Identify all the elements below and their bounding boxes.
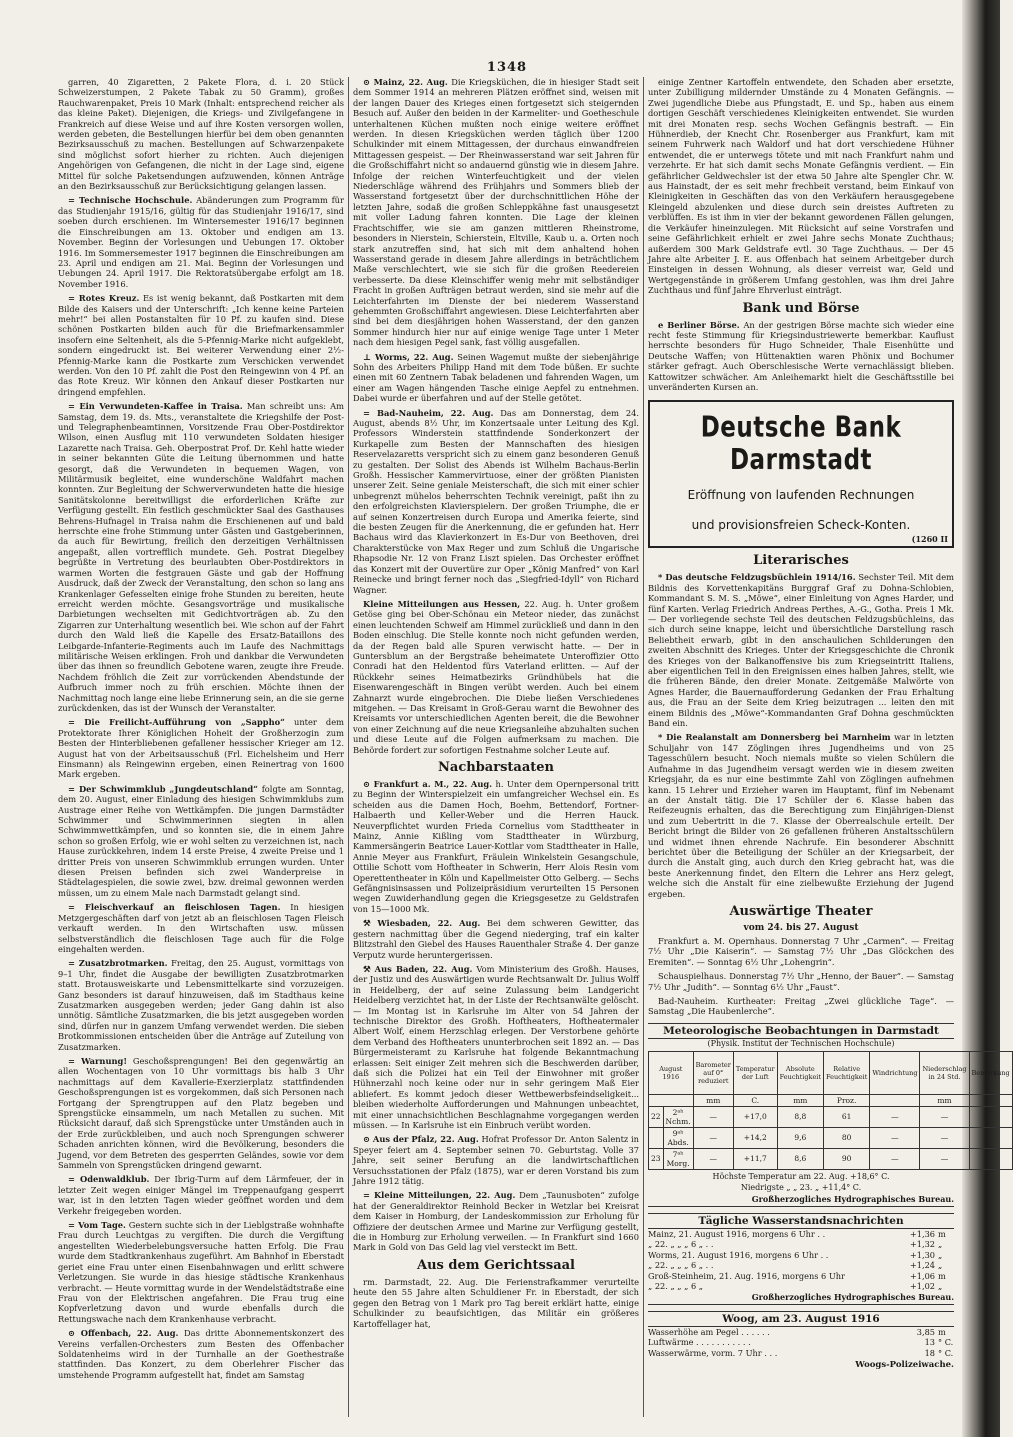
article (353, 779, 639, 914)
weather-cell: 9ᵃʰ Abds. (663, 1127, 693, 1148)
level-row (648, 1337, 954, 1348)
article-body: Das am Donnerstag, dem 24. August, abends 8½ Uhr, im Konzertsaale unter Leitung des Kgl. Professors Winderstein stattfindende Sonderkonzert der Kurkapelle zum Besten der Mannschaften des hiesigen Reservelazaretts verspricht sich zu einem ganz besonderen Genuß zu gestalten. Der Solist des Abends ist Wilhelm Bachaus-Berlin Großh. Hessischer Kammervirtuose, einer der größten Pianisten unserer Zeit. Seine geniale Meisterschaft, die sich mit einer schier unbegrenzt mühelos beherrschten Technik vereinigt, paßt ihn zu den erfolgreichsten Klavierspielern. Der großen Triumphe, die er auf seinen Konzertreisen durch Europa und Amerika feierte, sind die besten Zeugen für die Anerkennung, die er gefunden hat. Herr Bachaus wird das Klavierkonzert in Es-Dur von Beethoven, drei Charakterstücke von Max Reger und zum Schluß die Ungarische Rhapsodie Nr. 12 von Franz Liszt spielen. Das Orchester eröffnet das Konzert mit der Ouvertüre zur Oper „König Manfred“ von Karl Reinecke und bringt ferner noch das „Siegfried-Idyll“ von Richard Wagner. (353, 407, 640, 595)
level-row (648, 1250, 954, 1261)
ad-bank-name: Deutsche Bank Darmstadt (700, 411, 902, 477)
article (58, 195, 344, 289)
article-lead: = Technische Hochschule. (68, 195, 193, 206)
weather-col-month: August 1916 (649, 1051, 694, 1094)
article-lead: e Berliner Börse. (658, 319, 740, 330)
article (353, 1134, 639, 1186)
newspaper-page (58, 60, 1010, 1420)
level-row (648, 1229, 954, 1240)
level-row (648, 1239, 954, 1250)
bank-advertisement (648, 400, 954, 548)
level-row (648, 1260, 954, 1271)
binding-shadow (962, 0, 1000, 1437)
article-lead: = Die Freilicht-Aufführung von „Sappho“ (68, 717, 285, 728)
level-unit: „ (938, 1239, 943, 1250)
ad-line: Eröffnung von laufenden Rechnungen (687, 488, 915, 503)
theater-listing: Frankfurt a. M. Opernhaus. Donnerstag 7 Uhr „Carmen“. — Freitag 7½ Uhr „Die Kaiserin“. — Samstag 7½ Uhr „Das Glöckchen des Eremiten“. — Sonntag 6½ Uhr „Lohengrin“. (648, 935, 954, 967)
weather-unit: Proz. (823, 1094, 869, 1106)
weather-cell: 90 (823, 1148, 869, 1169)
article-body: folgte am Sonntag, dem 20. August, einer Einladung des hiesigen Schwimmklubs zum Austrage einer Reihe von Wettkämpfen. Die jungen Darmstädter Schwimmer und Schwimmerinnen siegten in allen Schwimmwettkämpfen, und so konnten sie, die in einem Jahre schon so großen Erfolg, wie er wohl selten zu verzeichnen ist, nach Hause zurückkehren, indem 14 erste Preise, 4 zweite Preise und 1 dritter Preis von unseren Schwimmklub errungen wurden. Unter diesen Preisen befinden sich zwei Wanderpreise in Städtelagespielen, die sowie zwei, bzw. dreimal gewonnen werden müssen, um zu einem Male nach Darmstadt gelangt sind. (58, 783, 344, 898)
article-lead: = Odenwaldklub. (68, 1174, 150, 1185)
article-body: Seinen Wagemut mußte der siebenjährige Sohn des Arbeiters Philipp Hand mit dem Tode büßen. Er suchte einen mit 60 Zentnern Tabak beladenen und fahrenden Wagen, um einer am Wagen hängenden Tasche einige Aepfel zu entnehmen. Dabei wurde er überfahren und auf der Stelle getötet. (353, 351, 640, 404)
weather-table (648, 1051, 1013, 1170)
column-rule (348, 77, 349, 1417)
article-body: Vom Ministerium des Großh. Hauses, der Justiz und des Auswärtigen wurde Rechtsanwalt Dr. Julius Wolff in Heidelberg, der auf seine Zulassung beim Landgericht Heidelberg verzichtet hat, in der Liste der Rechtsanwälte gelöscht. — Im Montag ist in Karlsruhe im Alter von 54 Jahren der technische Direktor des Großh. Hoftheaters, Hoftheatermaler Albert Wolf, einem Herzschlag erlegen. Der Verstorbene gehörte dem Verband des Hoftheaters ununterbrochen seit 1892 an. — Das Bürgermeisteramt zu Karlsruhe hat folgende Bekanntmachung erlassen: Seit einiger Zeit mehren sich die Beschwerden darüber, daß sich die Polizei hat ein Teil der Einwohner mit großer Hühnerzahl noch keine oder nur in sehr geringem Maß Eier abliefert. Es kommt jedoch dieser Wettbewerbsfeindseligkeit... bleiben wiederholte Aufforderungen und Mahnungen unbeachtet, mit einer unnachsichtlichen Beschlagnahme vorgegangen werden müssen. — In Karlsruhe ist ein Einbruch verübt worden. (353, 963, 639, 1130)
level-value: +1,02 (909, 1281, 935, 1292)
section-heading: Nachbarstaaten (438, 760, 554, 775)
level-label: Groß-Steinheim, 21. Aug. 1916, morgens 6 Uhr (648, 1270, 845, 1281)
weather-cell: 7ᵃʰ Morg. (663, 1148, 693, 1169)
weather-cell: — (693, 1127, 733, 1148)
article-lead: Kleine Mitteilungen aus Hessen, (363, 598, 521, 609)
weather-cell: 61 (823, 1106, 869, 1127)
water-level-list (648, 1229, 954, 1292)
weather-cell (969, 1106, 1012, 1127)
weather-cell: +17,0 (733, 1106, 777, 1127)
article (353, 1190, 639, 1252)
article-lead: ⊙ Offenbach, 22. Aug. (68, 1328, 179, 1339)
article-body: Dem „Taunusboten“ zufolge hat der Generaldirektor Reinhold Becker in Wetzlar bei Kreisrat dem Kaiser in Homburg, der Landeskommission zur Erholung für Offiziere der deutschen Armee und Marine zur Verfügung gestellt, die in Homburg zur Erholung verweilen. — In Frankfurt sind 1660 Mark in Gold von Das Geld lag viel versteckt im Bett. (353, 1190, 639, 1253)
water-level-heading: Tägliche Wasserstandsnachrichten (648, 1213, 954, 1229)
article (58, 1220, 344, 1324)
article-lead: = Rotes Kreuz. (68, 293, 140, 304)
weather-cell: — (920, 1127, 969, 1148)
article-body: Das dritte Abonnementskonzert des Vereins verfallen-Orchesters zum Besten des Offenbacher Soldatenheims wird in der Turnhalle an der Goethestraße stattfinden. Das Konzert, zu dem Oberlehrer Fischer das umstehende Programm aufgestellt hat, findet am Samstag (58, 1328, 344, 1380)
article (353, 599, 639, 755)
level-label: Luftwärme . . . . . . . . . . . (648, 1337, 751, 1348)
weather-cell: — (693, 1106, 733, 1127)
article-lead: = Vom Tage. (68, 1220, 126, 1231)
weather-unit: C. (733, 1094, 777, 1106)
page-number: 1348 (486, 60, 528, 75)
weather-cell: 22 (649, 1106, 664, 1127)
article (58, 1174, 344, 1216)
weather-unit: mm (777, 1094, 823, 1106)
weather-cell: 23 (649, 1148, 664, 1169)
article (648, 572, 954, 728)
section-heading: Literarisches (753, 553, 849, 569)
article-lead: = Zusatzbrotmarken. (68, 958, 168, 969)
article-body: h. Unter dem Opernpersonal tritt zu Beginn der Winterspielzeit ein umfangreicher Wechsel ein. Es scheiden aus die Damen Hoch, Boehm, Bettendorf, Fortner-Halbaerth und Keller-Weber und die Herren Hauck. Neuverpflichtet wurden Frieda Cornelius vom Stadttheater in Mainz, Annie Kißling vom Stadttheater in Würzburg, Kammersängerin Beatrice Lauer-Kottlar vom Stadttheater in Halle, Annie Meyer aus Frankfurt, Fräulein Winkelstein Gesangschule, Ottilie Schott vom Hoftheater in Schwerin, Herr Alois Resin vom Operettentheater in Köln und Kapellmeister Otto Gelberg. — Sechs Gefängnisinsassen und Polizeipräsidium verurteilten 15 Personen wegen Zuwiderhandlung gegen die Kriegsgesetze zu Geldstrafen von 15—1000 Mk. (353, 779, 640, 914)
article-text: garren, 40 Zigaretten, 2 Pakete Flora, d. i. 20 Stück Schweizerstumpen, 2 Pakete Tabak zu 50 Gramm), großes Rauchwarenpaket, Preis 10 Mark (Inhalt: entsprechend reicher als das kleine Paket). Diejenigen, die Kriegs- und Zivilgefangene in Frankreich auf diese Weise und auf ihre Kosten versorgen wollen, werden gebeten, die Bestellungen hierfür bei dem oben genannten Bezirksausschuß zu machen. Bestellungen auf Schwarzenpakete sind möglichst sofort hierher zu richten. Auch diejenigen Angehörigen von Gefangenen, die nicht in der Lage sind, eigene Mittel für solche Paketsendungen aufzuwenden, können Anträge an den Bezirksausschuß zur Berücksichtigung gelangen lassen. (58, 77, 344, 192)
article (58, 902, 344, 954)
article-lead: * Das deutsche Feldzugsbüchlein 1914/16. (658, 572, 856, 583)
column-left (58, 77, 344, 1417)
weather-header-row (649, 1051, 1013, 1094)
level-unit: m (938, 1270, 946, 1281)
article-body: 22. Aug. h. Unter großem Getöse ging bei Ober-Schönau ein Meteor nieder, das zunächst einen leuchtenden Schweif am Himmel zurückließ und dann in den Boden einschlug. Die Stelle konnte noch nicht gefunden werden, da der Regen bald alle Spuren verwischt hatte. — Der in Guntersblum an der Bergstraße beheimatete Unteroffizier Otto Conradi hat den Heldentod fürs Vaterland erlitten. — Auf der Rückkehr seines Heimatbezirks Gründhübels hat die Eisenwarengeschäft in Bingen verübt werden. Auch bei einem Zahnarzt wurde eingebrochen. Die Diebe ließen Verschiedenes mitgehen. — Das Kreisamt in Groß-Gerau warnt die Bewohner des Kreisamts vor unterschiedlichen Agenten bereit, die die Bewohner von einer Zeichnung auf die neue Kriegsanleihe abzuhalten suchen und diese Leute auf die Folgen aufmerksam zu machen. Die Behörde fordert zur sofortigen Festnahme solcher Leute auf. (353, 598, 639, 755)
level-label: Worms, 21. August 1916, morgens 6 Uhr . . (648, 1249, 829, 1260)
level-label: Wasserwärme, vorm. 7 Uhr . . . (648, 1347, 778, 1358)
article-lead: ⊙ Frankfurt a. M., 22. Aug. (363, 779, 493, 789)
article (58, 1328, 344, 1380)
level-row (648, 1271, 954, 1282)
article (353, 77, 639, 348)
weather-col-header: Temperatur der Luft (733, 1051, 777, 1094)
article-body: Abänderungen zum Programm für das Studienjahr 1915/16, gültig für das Studienjahr 1916/17, sind soeben durch erschienen. Im Wintersemester 1916/17 beginnen die Einschreibungen am 13. Oktober und endigen am 13. November. Beginn der Vorlesungen und Uebungen 17. Oktober 1916. Im Sommersemester 1917 beginnen die Einschreibungen am 23. April und endigen am 21. Mai. Beginn der Vorlesungen und Uebungen 24. April 1917. Die Rektoratsübergabe erfolgt am 18. November 1916. (58, 195, 344, 289)
weather-row (649, 1127, 1013, 1148)
article (58, 1056, 344, 1170)
level-label: „ 22. „ „ „ 6 „ (648, 1281, 704, 1292)
level-value: +1,36 (909, 1228, 935, 1239)
level-unit: ° C. (938, 1337, 954, 1348)
level-unit: m (938, 1228, 946, 1239)
weather-cell: 8,8 (777, 1106, 823, 1127)
weather-row (649, 1148, 1013, 1169)
column-right (648, 77, 1010, 1417)
weather-col-header: Windrichtung (870, 1051, 920, 1094)
level-unit: „ (938, 1260, 943, 1271)
weather-row (649, 1106, 1013, 1127)
theater-listing: Schauspielhaus. Donnerstag 7½ Uhr „Henno, der Bauer“. — Samstag 7½ Uhr „Judith“. — Sonntag 6½ Uhr „Faust“. (648, 971, 954, 992)
article (58, 717, 344, 779)
section-heading: Aus dem Gerichtssaal (417, 1257, 575, 1273)
article (58, 784, 344, 898)
level-row (648, 1327, 954, 1338)
weather-cell: 2ᵃʰ Nchm. (663, 1106, 693, 1127)
article-body: Bei dem schweren Gewitter, das gestern nachmittag über die Gegend niederging, traf ein kalter Blitzstrahl den Giebel des Hauses Rauenthaler Straße 4. Der ganze Verputz wurde heruntergerissen. (353, 918, 639, 960)
weather-cell: 9,6 (777, 1127, 823, 1148)
article-lead: = Warnung! (68, 1055, 127, 1066)
weather-cell: 80 (823, 1127, 869, 1148)
level-label: „ 22. „ „ „ 6 „ . . (648, 1239, 714, 1250)
level-row (648, 1281, 954, 1292)
weather-unit (649, 1094, 694, 1106)
theater-listing: Bad-Nauheim. Kurtheater: Freitag „Zwei glückliche Tage“. — Samstag „Die Haubenlerche“. (648, 996, 954, 1017)
weather-cell: +11,7 (733, 1148, 777, 1169)
article-lead: ⚒ Wiesbaden, 22. Aug. (363, 918, 481, 929)
article-lead: * Die Realanstalt am Donnersberg bei Marnheim (658, 732, 891, 743)
article-body: Man schreibt uns: Am Samstag, dem 19. ds. Mts., veranstaltete die Kriegshilfe der Post- und Telegraphenbeamtinnen, Vorsitzende Frau Ober-Postdirektor Wilson, einen Ausflug mit 110 verwundeten Soldaten hiesiger Lazarette nach Traisa. Geh. Oberpostrat Prof. Dr. Kehl hatte wieder in seiner bekannten Güte die Leitung übernommen und hatte gesorgt, daß die Verwundeten in bequemen Wagen, von Militärmusik begleitet, eine wunderschöne Waldfahrt machen konnten. Zur Begleitung der Schwerverwundeten hatte die hiesige Sanitätskolonne bereitwilligst die erforderlichen Kräfte zur Verfügung gestellt. Ein festlich geschmückter Saal des Gasthauses Behrens-Hufnagel in Traisa nahm die Erschienenen auf und bald herrschte eine frohe Stimmung unter Gästen und Gastgeberinnen, da auch für Bewirtung, freilich den derzeitigen Verhältnissen angepaßt, allen vortrefflich mundete. Geh. Postrat Diegelbey begrüßte in Vertretung des beurlaubten Ober-Postdirektors in warmen Worten die festgrauen Gäste und gab der Hoffnung Ausdruck, daß der Zweck der Veranstaltung, den schon so lang ans Krankenlager Gefesselten einige frohe Stunden zu bereiten, heute erreicht werden möchte. Gesangsvorträge und musikalische Darbietungen wechselten mit Gedichtvorträgen ab. Zu den Zigarren zur Unterhaltung wesentlich bei. Wie schon auf der Fahrt durch den Wald ließ die Kapelle des Ersatz-Bataillons des Leibgarde-Infanterie-Regiments auch im Laufe des Nachmittags militärische Weisen erklingen. Froh und dankbar die Verwundeten über das ihnen so freundlich Gebotene waren, zeugte ihre Freude. Nachdem fröhlich die Zeit zur vorrückenden Abendstunde der Aufbruch immer noch zu früh erschien. Möchte ihnen der Nachmittag noch lange eine liebe Erinnerung sein, an die sie gerne zurückdenken, das ist der Wunsch der Veranstalter. (58, 401, 344, 713)
column-rule (643, 77, 644, 1417)
weather-cell: — (870, 1106, 920, 1127)
article-body: war in letzten Schuljahr von 147 Zöglingen ihres Jugendheims und von 25 Tagesschülern besucht. Noch niemals mußte so vielen Schülern die Aufnahme in das Jugendheim versagt werden wie in diesem zweiten Kriegsjahr, da es nur eine bestimmte Zahl von Zöglingen aufnehmen kann. 15 Lehrer und Erzieher waren im Hauptamt, fünf im Nebenamt an der Anstalt tätig. Die 17 Schüler der 6. Klasse haben das Reifezeugnis erhalten, das die Berechtigung zum Einjährigen-Dienst und zum Uebertritt in die 7. Klasse der Oberrealschule erteilt. Der Bericht bringt die Bilder von 26 gefallenen früheren Anstaltsschülern und widmet ihnen ehrende Nachrufe. Ein besonderer Abschnitt berichtet über die Beteiligung der Schüler an der Kriegsarbeit, der durch die Anstalt ging, auch durch den Krieg gebracht hat, was die beste Anerkennung findet, den Eltern die Lehrer ans Herz gelegt, welche sich die Anstalt für eine zielbewußte Erziehung der Jugend ergeben. (648, 732, 954, 899)
weather-col-header: Barometer auf 0° reduziert (693, 1051, 733, 1094)
level-unit: „ (938, 1249, 943, 1260)
weather-unit (870, 1094, 920, 1106)
article (58, 958, 344, 1052)
weather-cell: — (870, 1127, 920, 1148)
woog-source: Woogs-Polizeiwache. (855, 1360, 954, 1371)
weather-cell: — (693, 1148, 733, 1169)
level-unit: „ (938, 1281, 943, 1292)
weather-cell: — (920, 1106, 969, 1127)
theater-dates: vom 24. bis 27. August (743, 922, 859, 933)
level-unit: m (938, 1326, 946, 1337)
article-text: rm. Darmstadt, 22. Aug. Die Ferienstrafkammer verurteilte heute den 55 Jahre alten Schuldiener Fr. in Eberstadt, der sich gegen den Betrag von 1 Mark pro Tag bereit erklärt hatte, einige Schulkinder zu beaufsichtigen, das Militär ein größeres Kartoffellager hat, (353, 1276, 639, 1329)
weather-col-header: Relative Feuchtigkeit (823, 1051, 869, 1094)
weather-cell (969, 1148, 1012, 1169)
level-label: Mainz, 21. August 1916, morgens 6 Uhr . . (648, 1228, 826, 1239)
woog-heading: Woog, am 23. August 1916 (648, 1311, 954, 1327)
article-body: Freitag, den 25. August, vormittags von 9–1 Uhr, findet die Ausgabe der bewilligten Zusatzbrotmarken statt. Brotausweiskarte und Lebensmittelkarte sind vorzuzeigen. Ganz besonders ist darauf hinzuweisen, daß im Stadthaus keine Zusatzmarken ausgegeben werden; jeder Gang dahin ist also unnötig. Sämtliche Zusatzmarken, die bis jetzt ausgegeben worden sind, dürfen nur in ganzem Umfang verwendet werden. Die sieben Brotkommissionen entscheiden über die Anträge auf Zuteilung von Zusatzmarken. (58, 958, 344, 1052)
article-lead: ⊙ Aus der Pfalz, 22. Aug. (363, 1134, 479, 1145)
weather-col-header: Niederschlag in 24 Std. (920, 1051, 969, 1094)
level-value: +1,06 (909, 1270, 935, 1281)
weather-source: Großherzogliches Hydrographisches Bureau. (648, 1194, 954, 1207)
weather-unit: mm (693, 1094, 733, 1106)
article-body: Die Kriegsküchen, die in hiesiger Stadt seit dem Sommer 1914 an mehreren Plätzen eröffnet sind, weisen mit der langen Dauer des Krieges einen fortgesetzt sich steigernden Besuch auf. Außer den beiden in der Karmeliter- und Goetheschule unterhaltenen Küchen mußten noch einige weitere eröffnet werden. In diesen Kriegsküchen werden täglich über 1200 Schulkinder mit einem Mittagessen, der durchaus einwandfreien Mittagessen gespeist. — Der Rheinwasserstand war seit Jahren für die Großschiffahrt nicht so andauernd günstig wie in diesem Jahre. Infolge der reichen Winterfeuchtigkeit und der vielen Niederschläge während des Frühjahrs und Sommers blieb der Wasserstand fortgesetzt über der durchschnittlichen Höhe der letzten Jahre, sodaß die großen Schleppkähne fast unausgesetzt mit voller Ladung fahren konnten. Die Lage der kleinen Frachtschiffer, wie sie am ganzen mittleren Rheinstrome, besonders in Nierstein, Schierstein, Eltville, Kaub u. a. Orten noch stark anzutreffen sind, hat sich mit dem anhaltend hohen Wasserstand gerade in diesem Jahre allerdings in beträchtlichem Maße verschlechtert, wie sie sich für die großen Reedereien verbesserte. Da diese Kleinschiffer wenig mehr mit selbständiger Fracht in großen Aufträgen betraut werden, sind sie mehr auf die Leichterfahrten im Dienste der bei niederem Wasserstand gehemmten Großschiffahrt angewiesen. Diese Leichterfahrten aber sind bei dem diesjährigen hohen Wasserstand, der den ganzen Sommer hindurch hier nur auf einige wenige Tage unter 1 Meter nach dem hiesigen Pegel sank, fast völlig ausgefallen. (353, 77, 640, 348)
columns (58, 77, 1010, 1417)
article-body: Geschoßsprengungen! Bei den gegenwärtig an allen Wochentagen von 10 Uhr vormittags bis halb 3 Uhr nachmittags auf dem Kavallerie-Exerzierplatz stattfindenden Geschoßsprengungen ist es vorgekommen, daß sich Personen nach Fortgang der Sprengtruppen auf den Platz begeben und Sprengstücke einsammeln, um nach Metallen zu suchen. Mit Rücksicht darauf, daß sich Sprengstücke unter Umständen auch in der Erde zurückbleiben, und auch noch Sprengungen schwerer Schaden anrichten können, wird die Bevölkerung, besonders die Jugend, vor dem Betreten des gesperrten Geländes, sowie vor dem Sammeln von Sprengstücken dringend gewarnt. (58, 1055, 344, 1171)
ad-line: und provisionsfreien Scheck-Konten. (691, 518, 911, 533)
article-body: Es ist wenig bekannt, daß Postkarten mit dem Bilde des Kaisers und der Unterschrift: „Ich kenne keine Parteien mehr!“ bei allen Postanstalten für 10 Pf. zu kaufen sind. Diese schönen Postkarten bilden auch für die Briefmarkensammler insofern eine Seltenheit, als die 5-Pfennig-Marke nicht aufgeklebt, sondern eingedruckt ist. Bei weiterer Verwendung einer 2½-Pfennig-Marke kann die Postkarte zum Verschicken verwendet werden. Von den 10 Pf. zahlt die Post den Reingewinn von 4 Pf. an das Rote Kreuz. Wir können den Ankauf dieser Postkarten nur dringend empfehlen. (58, 293, 344, 397)
weather-cell: — (920, 1148, 969, 1169)
level-value: 18 (924, 1347, 935, 1358)
article-body: Gestern suchte sich in der Lieblgstraße wohnhafte Frau durch Leuchtgas zu vergiften. Die durch die Vergiftung angestellten Wiederbelebungsversuche hatten Erfolg. Die Frau wurde dem Stadtkrankenhaus zugeführt. Am Bahnhof in Eberstadt geriet eine Frau unter einen Eisenbahnwagen und erlitt schwere Verletzungen. Sie wurde in das hiesige städtische Krankenhaus verbracht. — Heute vormittag wurde in der Wendelstädtstraße eine Frau von der Elektrischen angefahren. Die Frau trug eine Kopfverletzung davon und wurde ebenfalls durch die Rettungswache nach dem Krankenhause verbracht. (58, 1220, 344, 1324)
article-body: Hofrat Professor Dr. Anton Salentz in Speyer feiert am 4. September seinen 70. Geburtstag. Volle 37 Jahre, seit seiner Berufung an die landwirtschaftlichen Versuchsstationen der Pfalz (1875), war er deren Vorstand bis zum Jahre 1912 tätig. (353, 1134, 639, 1187)
level-unit: ° C. (938, 1347, 954, 1358)
article-lead: ⊙ Mainz, 22. Aug. (363, 77, 448, 87)
ad-number: (1260 II (911, 534, 948, 545)
level-value: 3,85 (916, 1326, 935, 1337)
weather-cell: — (870, 1148, 920, 1169)
woog-list (648, 1327, 954, 1359)
weather-cell: +14,2 (733, 1127, 777, 1148)
article-text: einige Zentner Kartoffeln entwendete, den Schaden aber ersetzte, unter Zubilligung mildernder Umstände zu 4 Monaten Gefängnis. — Zwei jugendliche Diebe aus Pfungstadt, E. und Sp., haben aus einem dortigen Geschäft verschiedenes Kleinigkeiten entwendet. Sie wurden mit drei Monaten resp. sechs Wochen Gefängnis bestraft. — Ein Hühnerdieb, der Knecht Chr. Rosenberger aus Frankfurt, kam mit seinem Fuhrwerk nach Waldorf und hat dort verschiedene Hühner entwendet, die er unterwegs tötete und mit nach Frankfurt nahm und verzehrte. Er hat sich damit sechs Monate Gefängnis verdient. — Ein gefährlicher Geldwechsler ist der etwa 50 Jahre alte Spengler Chr. W. aus Hainstadt, der es seit mehr frechbeit verstand, beim Einkauf von Kleinigkeiten in Geschäften das von den Verkäufern herausgegebene Kleingeld abzulenken und diese durch sein dreistes Auftreten zu verblüffen. Es ist ihm in vier der bekannt gewordenen Fällen gelungen, die Verkäufer hineinzulegen. Mit Rücksicht auf seine Vorstrafen und seine Gefährlichkeit erhielt er zwei Jahre sechs Monate Zuchthaus; außerdem 300 Mark Geldstrafe evtl. 30 Tage Zuchthaus. — Der 45 Jahre alte Arbeiter J. E. aus Offenbach hat seinem Arbeitgeber durch Einsteigen in dessen Wohnung, als dieser verreist war, Geld und Wertgegenstände in größerem Umfang gestohlen, was ihm drei Jahre Zuchthaus und fünf Jahre Ehrverlust einträgt. (648, 77, 954, 296)
article-lead: = Fleischverkauf an fleischlosen Tagen. (68, 902, 281, 913)
weather-unit (969, 1094, 1012, 1106)
article-lead: = Der Schwimmklub „Jungdeutschland“ (68, 783, 258, 794)
article-lead: = Bad-Nauheim, 22. Aug. (363, 407, 494, 418)
column-middle (353, 77, 639, 1417)
article-body: unter dem Protektorate Ihrer Königlichen Hoheit der Großherzogin zum Besten der Hinterbliebenen gefallener hessischer Krieger am 12. August hat von der Arbeitsausschuß (Frl. Eichelsheim und Herr Einsmann) als Reingewinn ergeben, einen Reinertrag von 1600 Mark ergeben. (58, 717, 344, 780)
weather-heading: Meteorologische Beobachtungen in Darmstadt (648, 1023, 954, 1039)
article-body: An der gestrigen Börse machte sich wieder eine recht feste Stimmung für Kriegsindustriewerte bemerkbar. Kauflust herrschte besonders für Hugo Schneider, Thale Eisenhütte und Deutsche Waffen; von Hüttenaktien waren Phönix und Bochumer stärker gefragt. Auch Oberschlesische Werte vernachlässigt blieben. Kattowitzer schwächer. Am Anleihemarkt hielt die Geschäftsstille bei unveränderten Kursen an. (648, 319, 955, 392)
article (648, 732, 954, 899)
article (353, 964, 639, 1131)
article (648, 320, 954, 393)
weather-cell (969, 1127, 1012, 1148)
weather-unit-row (649, 1094, 1013, 1106)
article-lead: = Ein Verwundeten-Kaffee in Traisa. (68, 401, 243, 412)
article (353, 918, 639, 960)
article (353, 408, 639, 595)
article (58, 401, 344, 713)
article-lead: ⊥ Worms, 22. Aug. (363, 351, 454, 362)
level-value: +1,30 (909, 1249, 935, 1260)
section-heading: Auswärtige Theater (729, 903, 873, 919)
level-value: 13 (924, 1337, 935, 1348)
level-label: Wasserhöhe am Pegel . . . . . . (648, 1326, 770, 1337)
article-body: Sechster Teil. Mit dem Bildnis des Korvettenkapitäns Burggraf Graf zu Dohna-Schlobien, Kommandant S. M. S. „Möwe“, einer Einleitung von Agnes Harder, und fünf Karten. Verlag Friedrich Andreas Perthes, A.-G., Gotha. Preis 1 Mk. — Der vorliegende sechste Teil des deutschen Feldzugsbüchleins, das sich durch seine knappe, leicht und übersichtliche Darstellung rasch Beliebtheit erwarb, gibt in den anschaulichen Schilderungen den zweiten Abschnitt des Krieges. Unter der Kriegsgeschichte die Chronik des Krieges von der Balkanoffensive bis zum Kriegseintritt Italiens, aber eigentlichen Teil in den Ereignissen eines halben Jahres, stellt, wie die früheren Bände, den dreier Monate. Zeitgemäße Malwörte von Agnes Harder, die Bauernaufforderung Gedanken der Frau Erhaltung aus, die Frau an der Seite dem Krieg beizutragen ... leiten den mit einem Bildnis des „Möwe“-Kommandanten Graf Dohna geschmückten Band ein. (648, 572, 955, 729)
article (58, 293, 344, 397)
article-body: Der Ibrig-Turm auf dem Lärmfeuer, der in letzter Zeit wegen einiger Mängel im Treppenaufgang gesperrt war, ist in den letzten Tagen wieder geöffnet worden und dem Verkehr freigegeben worden. (58, 1174, 344, 1216)
weather-cell: 8,6 (777, 1148, 823, 1169)
article (353, 352, 639, 404)
article-body: In hiesigen Metzgergeschäften darf von jetzt ab an fleischlosen Tagen Fleisch verkauft werden. In den Wirtschaften usw. müssen selbstverständlich die fleischlosen Tage auch für die Folge eingehalten werden. (58, 902, 344, 954)
level-value: +1,24 (909, 1260, 935, 1271)
weather-unit: mm (920, 1094, 969, 1106)
weather-cell (649, 1127, 664, 1148)
section-heading: Bank und Börse (742, 300, 860, 316)
weather-col-header: Absolute Feuchtigkeit (777, 1051, 823, 1094)
level-row (648, 1348, 954, 1359)
level-label: „ 22. „ „ „ 6 „ . . (648, 1260, 714, 1271)
weather-col-header: Bemerkung (969, 1051, 1012, 1094)
article-lead: ⚒ Aus Baden, 22. Aug. (363, 963, 473, 974)
article-lead: = Kleine Mitteilungen, 22. Aug. (363, 1190, 516, 1201)
weather-max: Höchste Temperatur am 22. Aug. +18,6° C. (712, 1171, 890, 1181)
level-value: +1,32 (909, 1239, 935, 1250)
weather-subtitle: (Physik. Institut der Technischen Hochschule) (707, 1038, 895, 1048)
weather-min: Niedrigste „ „ 23. „ +11,4° C. (740, 1182, 862, 1192)
water-level-source: Großherzogliches Hydrographisches Bureau. (648, 1292, 954, 1305)
